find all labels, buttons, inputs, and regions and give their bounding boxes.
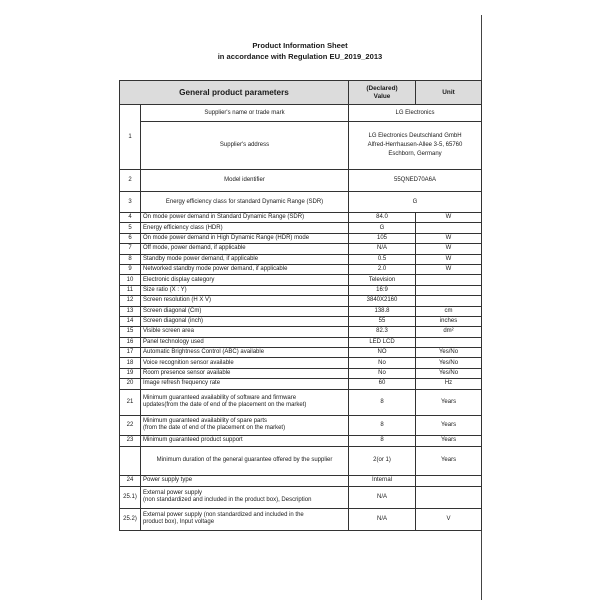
header-unit: Unit bbox=[416, 81, 482, 105]
supplier-address-value bbox=[349, 122, 482, 170]
product-info-table bbox=[119, 80, 482, 531]
row-number: 6 bbox=[120, 233, 141, 243]
param-label: Networked standby mode power demand, if applicable bbox=[141, 264, 349, 274]
header-value-line: Value bbox=[373, 92, 391, 100]
supplier-name-label: Supplier's name or trade mark bbox=[141, 105, 349, 122]
param-label: Image refresh frequency rate bbox=[141, 379, 349, 389]
row-number: 2 bbox=[120, 170, 141, 192]
row-number: 25.1) bbox=[120, 486, 141, 508]
param-unit: Years bbox=[416, 435, 482, 446]
param-label: Panel technology used bbox=[141, 337, 349, 347]
table-row bbox=[120, 285, 482, 295]
table-row bbox=[120, 122, 482, 170]
param-label: Screen diagonal (Cm) bbox=[141, 306, 349, 316]
table-row bbox=[120, 389, 482, 415]
row-number: 1 bbox=[120, 105, 141, 170]
param-label-line: product box), Input voltage bbox=[143, 519, 215, 526]
param-label: Room presence sensor available bbox=[141, 368, 349, 378]
param-label: Automatic Brightness Control (ABC) available bbox=[141, 348, 349, 358]
param-unit: Years bbox=[416, 446, 482, 475]
param-unit bbox=[416, 285, 482, 295]
header-declared-line: (Declared) bbox=[366, 85, 398, 92]
param-unit: inches bbox=[416, 316, 482, 326]
row-number: 18 bbox=[120, 358, 141, 368]
row-number: 12 bbox=[120, 296, 141, 306]
table-row bbox=[120, 105, 482, 122]
table-row bbox=[120, 415, 482, 435]
table-row bbox=[120, 358, 482, 368]
table-row bbox=[120, 192, 482, 213]
param-unit: W bbox=[416, 213, 482, 223]
param-label: Off mode, power demand, if applicable bbox=[141, 244, 349, 254]
param-label bbox=[141, 389, 349, 415]
table-row bbox=[120, 446, 482, 475]
model-identifier-value: 55QNED70A6A bbox=[349, 170, 482, 192]
param-label: Energy efficiency class (HDR) bbox=[141, 223, 349, 233]
header-general-parameters: General product parameters bbox=[120, 81, 349, 105]
row-number: 24 bbox=[120, 475, 141, 486]
address-line: Eschborn, Germany bbox=[388, 151, 442, 157]
param-value: Television bbox=[349, 275, 416, 285]
table-row bbox=[120, 508, 482, 530]
model-identifier-label: Model identifier bbox=[141, 170, 349, 192]
param-value: 82.3 bbox=[349, 327, 416, 337]
param-label-line: updates(from the date of end of the placement on the market) bbox=[143, 402, 307, 409]
row-number: 7 bbox=[120, 244, 141, 254]
param-label bbox=[141, 508, 349, 530]
param-label-line: Minimum guaranteed availability of spare parts bbox=[143, 418, 268, 425]
param-unit: W bbox=[416, 264, 482, 274]
param-label: Electronic display category bbox=[141, 275, 349, 285]
sheet-subtitle: in accordance with Regulation EU_2019_2013 bbox=[217, 52, 383, 61]
row-number: 8 bbox=[120, 254, 141, 264]
row-number: 20 bbox=[120, 379, 141, 389]
param-value: 16:9 bbox=[349, 285, 416, 295]
param-label: Screen resolution (H X V) bbox=[141, 296, 349, 306]
row-number: 15 bbox=[120, 327, 141, 337]
param-label: Minimum guaranteed product support bbox=[141, 435, 349, 446]
param-label-line: (from the date of end of the placement on the market) bbox=[143, 425, 286, 432]
param-label: Visible screen area bbox=[141, 327, 349, 337]
param-unit: V bbox=[416, 508, 482, 530]
table-row bbox=[120, 486, 482, 508]
param-value: 2.0 bbox=[349, 264, 416, 274]
param-label: Minimum duration of the general guarantee offered by the supplier bbox=[141, 446, 349, 475]
param-unit: Years bbox=[416, 415, 482, 435]
table-row bbox=[120, 170, 482, 192]
table-row bbox=[120, 475, 482, 486]
supplier-address-label: Supplier's address bbox=[141, 122, 349, 170]
row-number: 19 bbox=[120, 368, 141, 378]
row-number: 5 bbox=[120, 223, 141, 233]
table-row bbox=[120, 264, 482, 274]
table-row bbox=[120, 213, 482, 223]
param-value: N/A bbox=[349, 486, 416, 508]
param-value: 105 bbox=[349, 233, 416, 243]
table-row bbox=[120, 316, 482, 326]
sheet-header bbox=[0, 40, 600, 62]
param-value: LED LCD bbox=[349, 337, 416, 347]
param-unit: Yes/No bbox=[416, 348, 482, 358]
table-row bbox=[120, 327, 482, 337]
param-unit: cm bbox=[416, 306, 482, 316]
energy-class-sdr-label: Energy efficiency class for standard Dynamic Range (SDR) bbox=[141, 192, 349, 213]
row-number: 25.2) bbox=[120, 508, 141, 530]
param-unit bbox=[416, 475, 482, 486]
param-label-line: External power supply bbox=[143, 490, 203, 497]
address-line: LG Electronics Deutschland GmbH bbox=[368, 133, 462, 139]
row-number: 3 bbox=[120, 192, 141, 213]
row-number: 11 bbox=[120, 285, 141, 295]
table-row bbox=[120, 379, 482, 389]
table-row bbox=[120, 435, 482, 446]
param-value: 60 bbox=[349, 379, 416, 389]
param-unit: Hz bbox=[416, 379, 482, 389]
param-value: N/A bbox=[349, 508, 416, 530]
row-number: 10 bbox=[120, 275, 141, 285]
param-unit bbox=[416, 337, 482, 347]
table-header-row bbox=[120, 81, 482, 105]
row-number: 9 bbox=[120, 264, 141, 274]
param-value: Internal bbox=[349, 475, 416, 486]
param-label-line: External power supply (non standardized and included in the bbox=[143, 512, 304, 519]
param-unit: Years bbox=[416, 389, 482, 415]
param-label-line: (non standardized and included in the product box), Description bbox=[143, 497, 312, 504]
param-unit bbox=[416, 486, 482, 508]
row-number: 14 bbox=[120, 316, 141, 326]
param-value: NO bbox=[349, 348, 416, 358]
param-label bbox=[141, 415, 349, 435]
param-value: 84.0 bbox=[349, 213, 416, 223]
param-unit: Yes/No bbox=[416, 368, 482, 378]
supplier-name-value: LG Electronics bbox=[349, 105, 482, 122]
param-label bbox=[141, 486, 349, 508]
table-row bbox=[120, 233, 482, 243]
table-row bbox=[120, 244, 482, 254]
address-line: Alfred-Herrhausen-Allee 3-5, 65760 bbox=[367, 142, 463, 148]
param-label: Standby mode power demand, if applicable bbox=[141, 254, 349, 264]
param-unit bbox=[416, 275, 482, 285]
table-row bbox=[120, 275, 482, 285]
row-number: 13 bbox=[120, 306, 141, 316]
param-value: No bbox=[349, 358, 416, 368]
table-row bbox=[120, 337, 482, 347]
param-value: N/A bbox=[349, 244, 416, 254]
param-label: On mode power demand in High Dynamic Range (HDR) mode bbox=[141, 233, 349, 243]
table-row bbox=[120, 368, 482, 378]
table-row bbox=[120, 306, 482, 316]
param-unit: dm² bbox=[416, 327, 482, 337]
param-value: 8 bbox=[349, 435, 416, 446]
param-unit: W bbox=[416, 254, 482, 264]
param-unit bbox=[416, 296, 482, 306]
sheet-title: Product Information Sheet bbox=[252, 41, 348, 50]
param-value: 3840X2160 bbox=[349, 296, 416, 306]
header-declared-value bbox=[349, 81, 416, 105]
param-value: 138.8 bbox=[349, 306, 416, 316]
param-label: Power supply type bbox=[141, 475, 349, 486]
param-label: On mode power demand in Standard Dynamic Range (SDR) bbox=[141, 213, 349, 223]
row-number: 23 bbox=[120, 435, 141, 446]
row-number: 21 bbox=[120, 389, 141, 415]
param-value: 2(or 1) bbox=[349, 446, 416, 475]
table-row bbox=[120, 223, 482, 233]
row-number: 4 bbox=[120, 213, 141, 223]
row-number: 22 bbox=[120, 415, 141, 435]
table-row bbox=[120, 348, 482, 358]
param-label: Voice recognition sensor available bbox=[141, 358, 349, 368]
param-label: Size ratio (X : Y) bbox=[141, 285, 349, 295]
table-row bbox=[120, 296, 482, 306]
row-number: 17 bbox=[120, 348, 141, 358]
param-label-line: Minimum guaranteed availability of software and firmware bbox=[143, 395, 297, 402]
param-unit: W bbox=[416, 233, 482, 243]
param-value: G bbox=[349, 223, 416, 233]
row-number bbox=[120, 446, 141, 475]
param-unit: W bbox=[416, 244, 482, 254]
param-unit: Yes/No bbox=[416, 358, 482, 368]
energy-class-sdr-value: G bbox=[349, 192, 482, 213]
param-value: 8 bbox=[349, 415, 416, 435]
param-label: Screen diagonal (inch) bbox=[141, 316, 349, 326]
param-value: 0.5 bbox=[349, 254, 416, 264]
param-value: 8 bbox=[349, 389, 416, 415]
param-value: 55 bbox=[349, 316, 416, 326]
param-value: No bbox=[349, 368, 416, 378]
row-number: 16 bbox=[120, 337, 141, 347]
table-row bbox=[120, 254, 482, 264]
param-unit bbox=[416, 223, 482, 233]
